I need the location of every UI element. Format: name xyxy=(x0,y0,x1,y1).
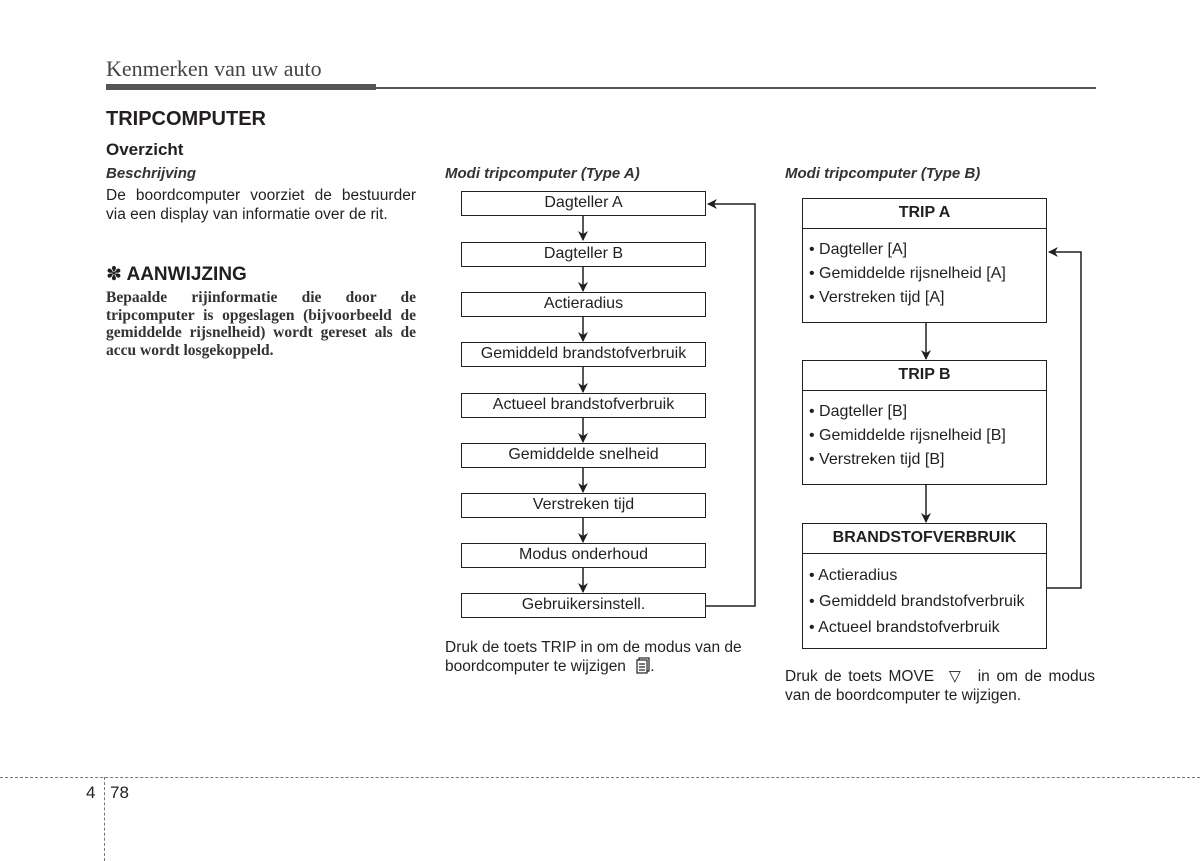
mode-box-title: TRIP A xyxy=(803,199,1046,229)
diagram-b-footnote-post: in om de modus van de boordcomputer te wijzigen. xyxy=(785,668,1096,704)
trip-button-icon xyxy=(636,657,650,679)
mode-box-item: • Dagteller [A] xyxy=(809,241,908,258)
flow-step-onderhoud: Modus onderhoud xyxy=(461,543,706,568)
mode-box-brandstofverbruik xyxy=(802,523,1047,649)
mode-box-item: • Actieradius xyxy=(809,567,898,584)
arrow-b-loop xyxy=(1047,252,1081,588)
footer-dashed-rule xyxy=(0,777,1200,778)
flow-step-gem-verbruik: Gemiddeld brandstofverbruik xyxy=(461,342,706,367)
page-chapter: 4 xyxy=(86,783,96,802)
description-body: De boordcomputer voorziet de bestuurder via een display van informatie over de rit. xyxy=(106,187,416,223)
note-body: Bepaalde rijinformatie die door de tripcomputer is opgeslagen (bijvoorbeeld de gemiddelde rijsnelheid) wordt gereset als de accu wordt losgekoppeld. xyxy=(106,289,416,359)
diagram-b-footnote xyxy=(785,667,1095,705)
flow-step-gebruikersinstell: Gebruikersinstell. xyxy=(461,593,706,618)
mode-box-item: • Dagteller [B] xyxy=(809,403,908,420)
mode-box-item: • Gemiddelde rijsnelheid [B] xyxy=(809,427,1006,444)
flow-step-dagteller-a: Dagteller A xyxy=(461,191,706,216)
flow-step-dagteller-b: Dagteller B xyxy=(461,242,706,267)
mode-box-trip-a xyxy=(802,198,1047,323)
diagram-a-caption: Modi tripcomputer (Type A) xyxy=(445,165,640,182)
arrow-a-loop xyxy=(706,204,755,606)
mode-box-item: • Verstreken tijd [A] xyxy=(809,289,945,306)
mode-box-item: • Gemiddeld brandstofverbruik xyxy=(809,593,1025,610)
flow-step-actieradius: Actieradius xyxy=(461,292,706,317)
diagram-a-footnote-text: Druk de toets TRIP in om de modus van de boordcomputer te wijzigen xyxy=(445,639,742,675)
flow-step-act-verbruik: Actueel brandstofverbruik xyxy=(461,393,706,418)
flow-step-verstreken-tijd: Verstreken tijd xyxy=(461,493,706,518)
running-header: Kenmerken van uw auto xyxy=(106,56,322,81)
diagram-b-caption: Modi tripcomputer (Type B) xyxy=(785,165,981,182)
mode-box-item: • Gemiddelde rijsnelheid [A] xyxy=(809,265,1006,282)
section-title: TRIPCOMPUTER xyxy=(106,108,266,130)
mode-box-title: TRIP B xyxy=(803,361,1046,391)
mode-box-trip-b xyxy=(802,360,1047,485)
move-down-icon: ▽ xyxy=(948,668,964,685)
diagram-a-footnote: Druk de toets TRIP in om de modus van de boordcomputer te wijzigen . xyxy=(445,638,765,679)
mode-box-item: • Verstreken tijd [B] xyxy=(809,451,945,468)
flow-step-gem-snelheid: Gemiddelde snelheid xyxy=(461,443,706,468)
diagram-b-footnote-pre: Druk de toets MOVE xyxy=(785,668,935,685)
footer-vertical-rule xyxy=(104,777,105,861)
mode-box-item: • Actueel brandstofverbruik xyxy=(809,619,1000,636)
mode-box-title: BRANDSTOFVERBRUIK xyxy=(803,524,1046,554)
page-number: 78 xyxy=(110,783,129,802)
note-title: ✽ AANWIJZING xyxy=(106,264,247,285)
description-heading: Beschrijving xyxy=(106,165,197,182)
subsection-title: Overzicht xyxy=(106,140,184,159)
